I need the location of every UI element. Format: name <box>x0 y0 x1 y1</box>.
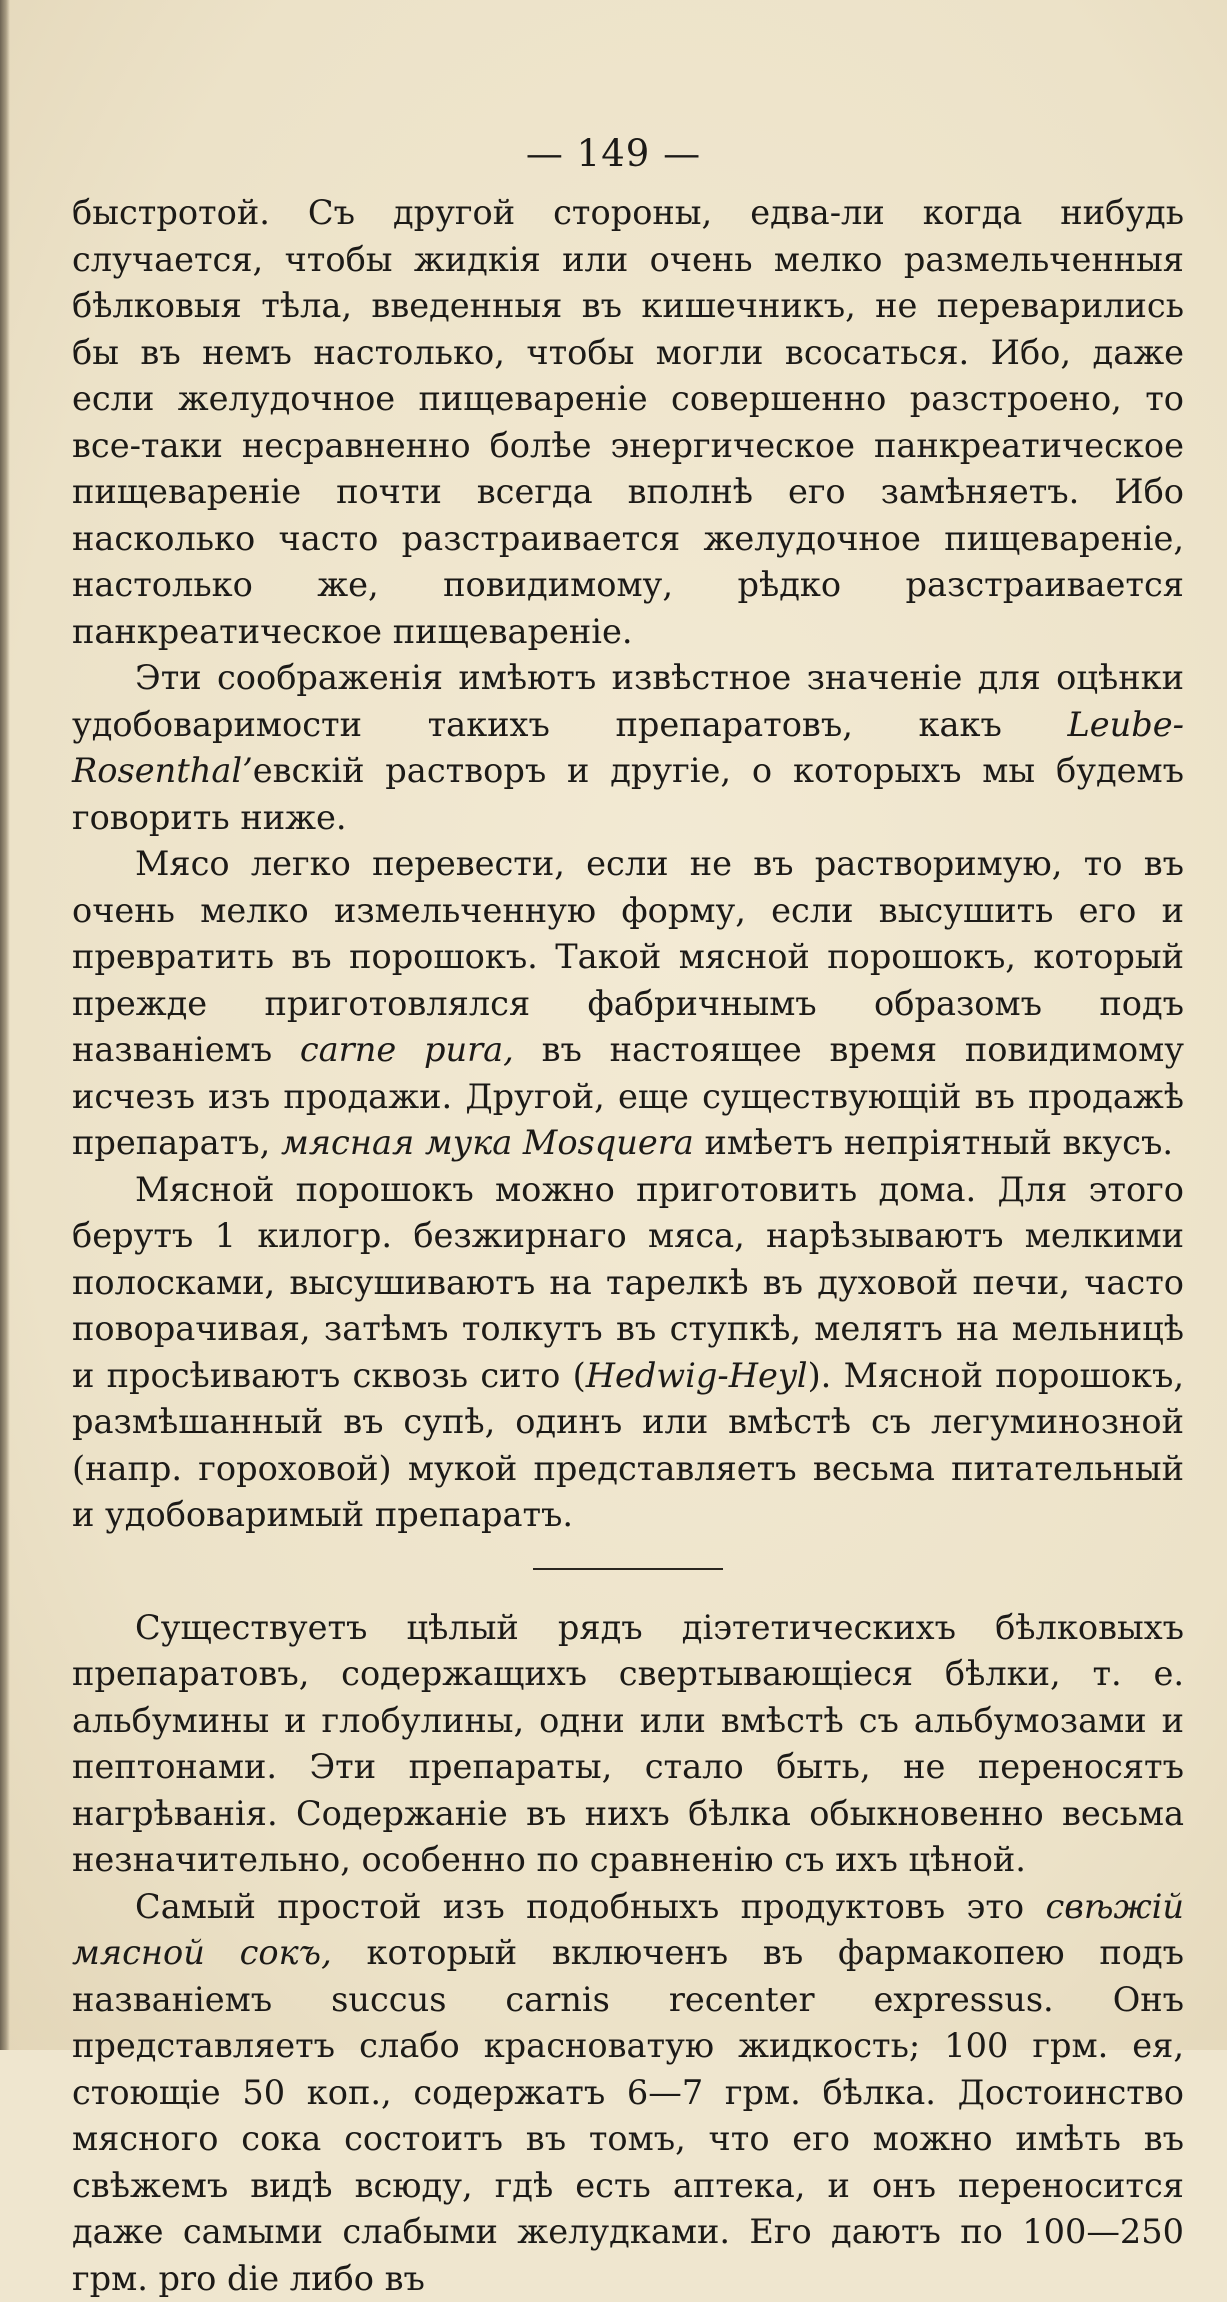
paragraph <box>72 1884 1184 2302</box>
text-section-2 <box>72 1605 1184 2302</box>
italic-text: Leube-Rosenthal’ <box>72 705 1184 791</box>
italic-text: Hedwig-Heyl <box>586 1356 808 1395</box>
page-binding-edge <box>0 0 10 2050</box>
paragraph <box>72 841 1184 1167</box>
text-run: Существуетъ цѣлый рядъ діэтетическихъ бѣлковыхъ препаратовъ, содержащихъ свертывающіеся бѣлки, т. е. альбумины и глобулины, одни или вмѣстѣ съ альбумозами и пептонами. Эти препараты, стало быть, не переносятъ нагрѣванія. Содержаніе въ нихъ бѣлка обыкновенно весьма незначительно, особенно по сравненію съ ихъ цѣной. <box>72 1608 1184 1880</box>
page-number: — 149 — <box>0 132 1227 175</box>
text-run: имѣетъ непріятный вкусъ. <box>694 1123 1173 1162</box>
text-section-1 <box>72 190 1184 1539</box>
text-run: Мясной порошокъ можно приготовить дома. Для этого берутъ 1 килогр. безжирнаго мяса, нарѣзываютъ мелкими полосками, высушиваютъ на тарелкѣ въ духовой печи, часто поворачивая, затѣмъ толкутъ въ ступкѣ, мелятъ на мельницѣ и просѣиваютъ сквозь сито ( <box>72 1170 1184 1395</box>
text-run: Самый простой изъ подобныхъ продуктовъ это <box>135 1887 1045 1926</box>
text-run: ). Мясной порошокъ, размѣшанный въ супѣ, одинъ или вмѣстѣ съ легуминозной (напр. гороховой) мукой представляетъ весьма питательный и удобоваримый препаратъ. <box>72 1356 1184 1535</box>
text-run: который включенъ въ фармакопею подъ названіемъ succus carnis recenter expressus. Онъ представляетъ слабо красноватую жидкость; 100 грм. ея, стоющіе 50 коп., содержатъ 6—7 грм. бѣлка. Достоинство мясного сока состоитъ въ томъ, что его можно имѣть въ свѣжемъ видѣ всюду, гдѣ есть аптека, и онъ переносится даже самыми слабыми желудками. Его даютъ по 100—250 грм. pro die либо въ <box>72 1933 1184 2298</box>
text-run: Мясо легко перевести, если не въ растворимую, то въ очень мелко измельченную форму, если высушить его и превратить въ порошокъ. Такой мясной порошокъ, который прежде приготовлялся фабричнымъ образомъ подъ названіемъ <box>72 844 1184 1069</box>
italic-text: свѣжій мясной сокъ, <box>72 1887 1184 1973</box>
paragraph <box>72 1167 1184 1539</box>
page-body <box>72 190 1184 2302</box>
italic-text: мясная мука Mosquera <box>281 1123 694 1162</box>
paragraph <box>72 655 1184 841</box>
text-run: евскій растворъ и другіе, о которыхъ мы будемъ говорить ниже. <box>72 751 1184 837</box>
text-run: быстротой. Съ другой стороны, едва-ли когда нибудь случается, чтобы жидкія или очень мелко размельченныя бѣлковыя тѣла, введенныя въ кишечникъ, не переварились бы въ немъ настолько, чтобы могли всосаться. Ибо, даже если желудочное пищевареніе совершенно разстроено, то все-таки несравненно болѣе энергическое панкреатическое пищевареніе почти всегда вполнѣ его замѣняетъ. Ибо насколько часто разстраивается желудочное пищевареніе, настолько же, повидимому, рѣдко разстраивается панкреатическое пищевареніе. <box>72 193 1184 651</box>
text-run: въ настоящее время повидимому исчезъ изъ продажи. Другой, еще существующій въ продажѣ препаратъ, <box>72 1030 1184 1162</box>
section-divider <box>533 1568 723 1570</box>
paragraph <box>72 1605 1184 1884</box>
paragraph <box>72 190 1184 655</box>
text-run: Эти соображенія имѣютъ извѣстное значеніе для оцѣнки удобоваримости такихъ препаратовъ, какъ <box>72 658 1184 744</box>
italic-text: carne pura, <box>300 1030 514 1069</box>
